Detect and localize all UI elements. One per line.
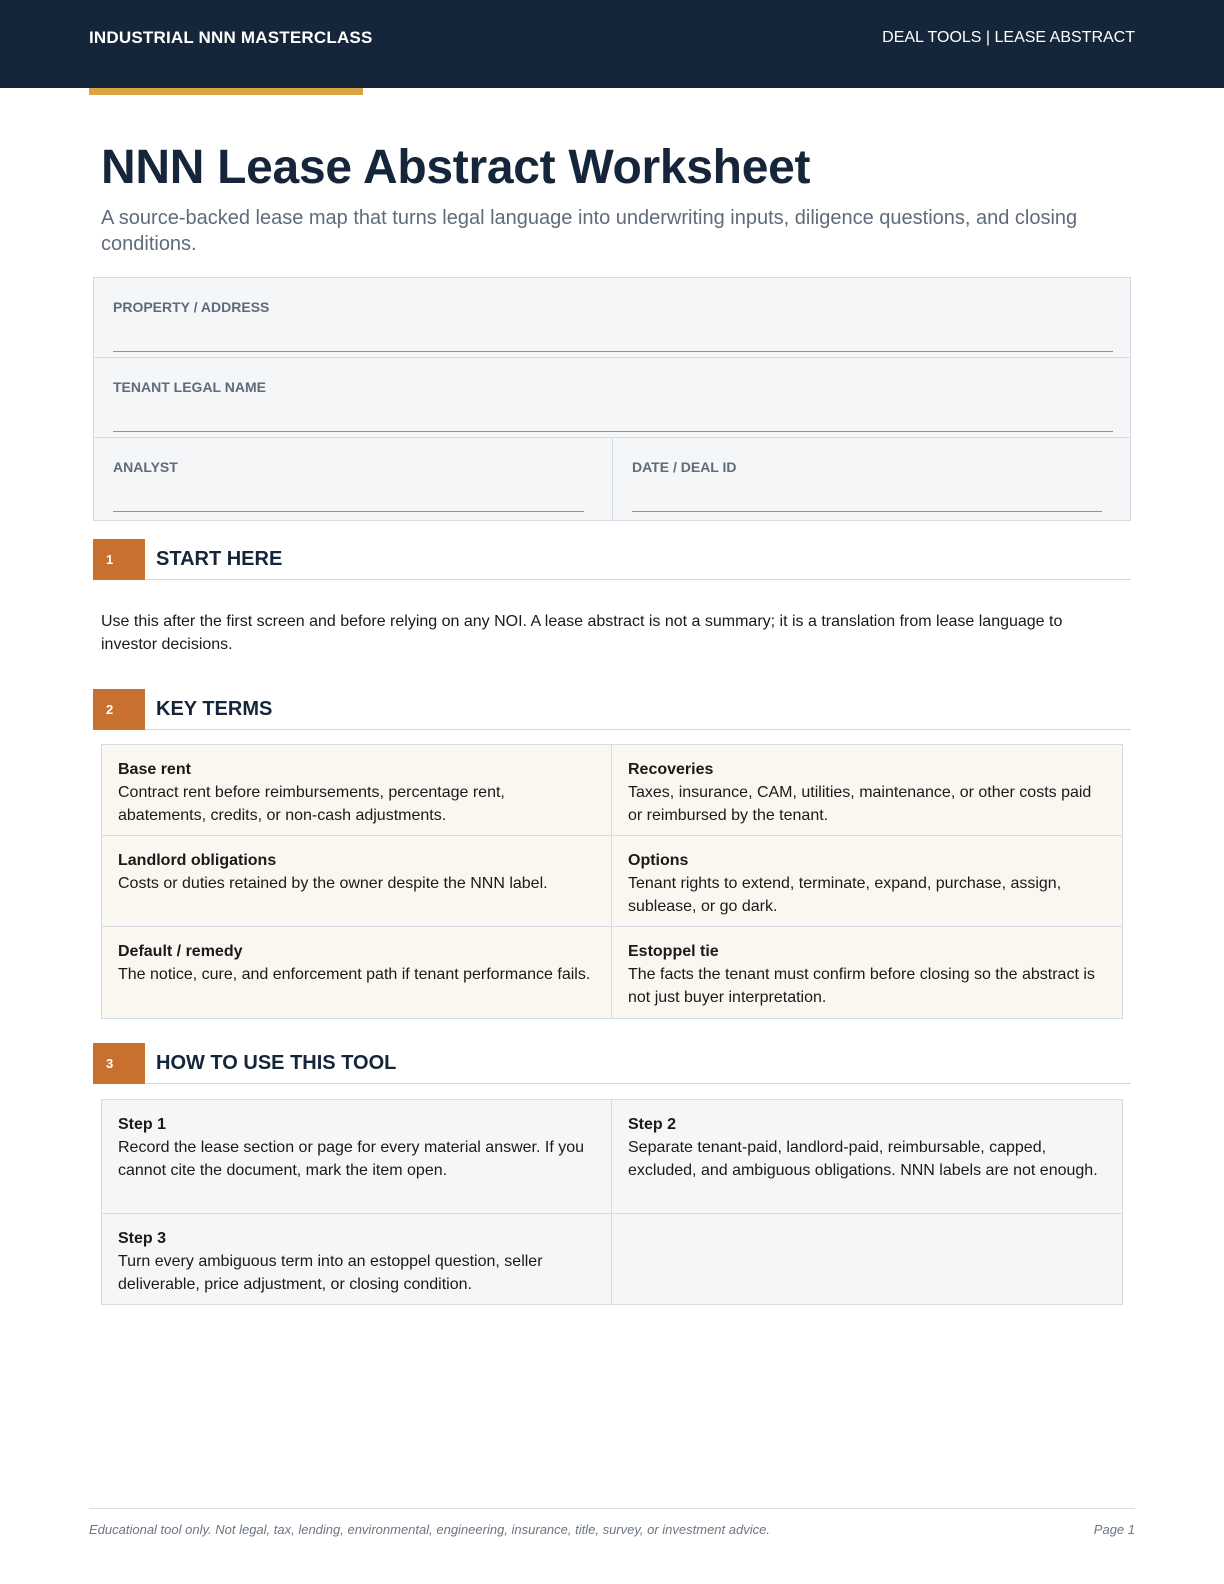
term-cell — [102, 927, 612, 1018]
date-label: DATE / DEAL ID — [632, 459, 737, 475]
date-field — [613, 438, 1130, 520]
section-divider — [145, 729, 1131, 730]
form-row-tenant — [94, 358, 1130, 438]
section-divider — [145, 1083, 1131, 1084]
footer-divider — [89, 1508, 1135, 1509]
tenant-label: TENANT LEGAL NAME — [113, 379, 266, 395]
table-row — [102, 1100, 1122, 1214]
property-input-line[interactable] — [113, 351, 1113, 352]
step-description: Record the lease section or page for every material answer. If you cannot cite the document, mark the item open. — [118, 1139, 585, 1179]
step-name: Step 1 — [118, 1116, 167, 1133]
top-banner — [0, 0, 1224, 88]
form-row-analyst-date — [94, 438, 1130, 520]
table-row — [102, 836, 1122, 927]
section-number-badge: 3 — [93, 1043, 145, 1084]
term-name: Landlord obligations — [118, 852, 277, 869]
section-title: KEY TERMS — [156, 698, 273, 720]
step-cell — [102, 1214, 612, 1304]
term-description: Taxes, insurance, CAM, utilities, maintenance, or other costs paid or reimbursed by the tenant. — [628, 784, 1092, 824]
footer-disclaimer: Educational tool only. Not legal, tax, lending, environmental, engineering, insurance, title, survey, or investment advice. — [89, 1522, 770, 1537]
term-cell — [612, 836, 1122, 926]
section-title: HOW TO USE THIS TOOL — [156, 1052, 397, 1074]
brand-name: INDUSTRIAL NNN MASTERCLASS — [89, 28, 373, 47]
section-divider — [145, 579, 1131, 580]
step-cell — [102, 1100, 612, 1213]
tenant-input-line[interactable] — [113, 431, 1113, 432]
term-name: Base rent — [118, 761, 191, 778]
term-name: Options — [628, 852, 689, 869]
page-title: NNN Lease Abstract Worksheet — [101, 141, 811, 194]
step-name: Step 2 — [628, 1116, 677, 1133]
term-name: Recoveries — [628, 761, 714, 778]
section-header-how-to-use — [93, 1043, 1131, 1085]
steps-table — [101, 1099, 1123, 1305]
date-input-line[interactable] — [632, 511, 1102, 512]
term-description: The notice, cure, and enforcement path if tenant performance fails. — [118, 966, 591, 983]
header-breadcrumb: DEAL TOOLS | LEASE ABSTRACT — [882, 29, 1135, 46]
term-description: Costs or duties retained by the owner despite the NNN label. — [118, 875, 548, 892]
section-header-key-terms — [93, 689, 1131, 731]
section-header-start-here — [93, 539, 1131, 581]
table-row — [102, 927, 1122, 1018]
term-cell — [102, 836, 612, 926]
section-number-badge: 1 — [93, 539, 145, 580]
term-cell — [612, 927, 1122, 1018]
term-name: Estoppel tie — [628, 943, 719, 960]
empty-cell — [612, 1214, 1122, 1304]
analyst-field — [94, 438, 613, 520]
page-subtitle: A source-backed lease map that turns legal language into underwriting inputs, diligence questions, and closing conditions. — [101, 207, 1078, 255]
deal-info-form — [93, 277, 1131, 521]
step-description: Separate tenant-paid, landlord-paid, reimbursable, capped, excluded, and ambiguous obligations. NNN labels are not enough. — [628, 1139, 1098, 1179]
tenant-field — [94, 358, 1130, 437]
section-number-badge: 2 — [93, 689, 145, 730]
start-here-text: Use this after the first screen and before relying on any NOI. A lease abstract is not a summary; it is a translation from lease language to investor decisions. — [101, 613, 1063, 653]
table-row — [102, 745, 1122, 836]
term-cell — [102, 745, 612, 835]
page-number: Page 1 — [1093, 1522, 1135, 1537]
term-name: Default / remedy — [118, 943, 243, 960]
step-description: Turn every ambiguous term into an estoppel question, seller deliverable, price adjustment, or closing condition. — [118, 1253, 543, 1293]
step-name: Step 3 — [118, 1230, 167, 1247]
key-terms-table — [101, 744, 1123, 1019]
property-label: PROPERTY / ADDRESS — [113, 299, 270, 315]
analyst-input-line[interactable] — [113, 511, 584, 512]
analyst-label: ANALYST — [113, 459, 178, 475]
form-row-property — [94, 278, 1130, 358]
property-field — [94, 278, 1130, 357]
term-cell — [612, 745, 1122, 835]
section-title: START HERE — [156, 548, 283, 570]
term-description: Contract rent before reimbursements, percentage rent, abatements, credits, or non-cash adjustments. — [118, 784, 505, 824]
step-cell — [612, 1100, 1122, 1213]
term-description: The facts the tenant must confirm before closing so the abstract is not just buyer interpretation. — [628, 966, 1095, 1006]
term-description: Tenant rights to extend, terminate, expand, purchase, assign, sublease, or go dark. — [628, 875, 1062, 915]
table-row — [102, 1214, 1122, 1304]
accent-bar — [89, 88, 363, 95]
